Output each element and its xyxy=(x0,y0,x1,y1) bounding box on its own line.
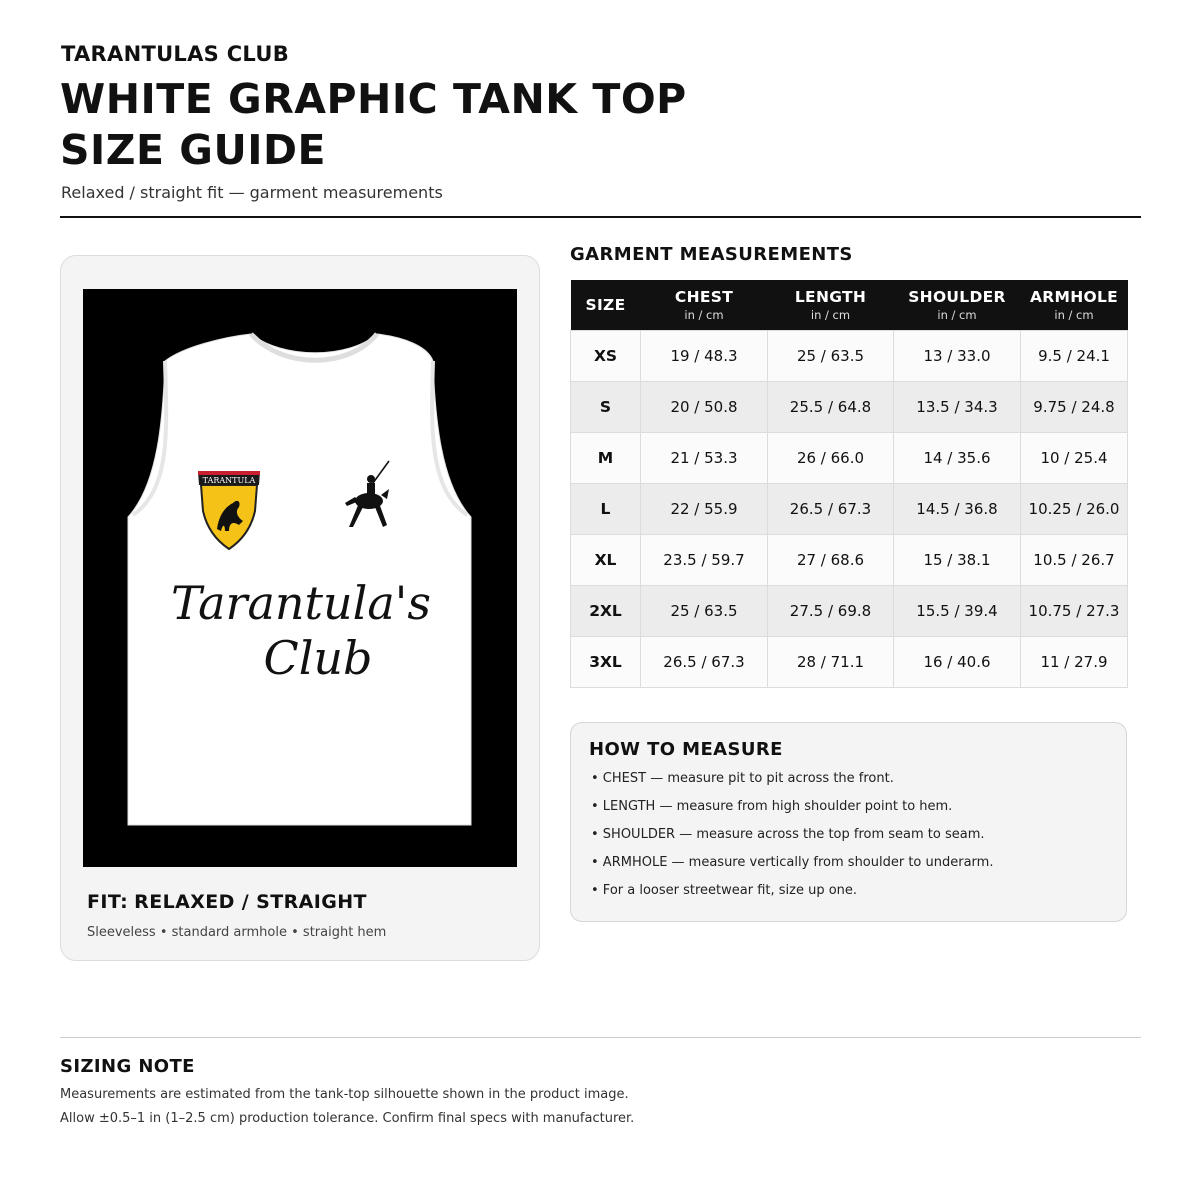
table-row xyxy=(571,637,1128,688)
shoulder-cell: 14 / 35.6 xyxy=(894,433,1021,484)
column-header-armhole: ARMHOLE in / cm xyxy=(1021,280,1128,331)
fit-label: FIT: xyxy=(87,891,129,913)
column-header-size: SIZE xyxy=(571,280,641,331)
length-cell: 25.5 / 64.8 xyxy=(768,382,894,433)
measure-tip-size-up: • For a looser streetwear fit, size up one. xyxy=(591,883,858,898)
armhole-cell: 10.25 / 26.0 xyxy=(1021,484,1128,535)
page-title-line2: SIZE GUIDE xyxy=(60,126,327,174)
length-cell: 27 / 68.6 xyxy=(768,535,894,586)
shoulder-cell: 15.5 / 39.4 xyxy=(894,586,1021,637)
shoulder-cell: 16 / 40.6 xyxy=(894,637,1021,688)
chest-cell: 23.5 / 59.7 xyxy=(641,535,768,586)
measure-tip-armhole: • ARMHOLE — measure vertically from shoulder to underarm. xyxy=(591,855,994,870)
shoulder-cell: 13 / 33.0 xyxy=(894,331,1021,382)
product-image xyxy=(83,289,517,867)
fit-summary xyxy=(87,891,373,913)
length-cell: 25 / 63.5 xyxy=(768,331,894,382)
page-title xyxy=(60,74,687,176)
armhole-cell: 11 / 27.9 xyxy=(1021,637,1128,688)
shoulder-cell: 15 / 38.1 xyxy=(894,535,1021,586)
measure-tip-shoulder: • SHOULDER — measure across the top from seam to seam. xyxy=(591,827,985,842)
armhole-cell: 10.75 / 27.3 xyxy=(1021,586,1128,637)
chest-cell: 20 / 50.8 xyxy=(641,382,768,433)
script-line-1: Tarantula's xyxy=(170,576,432,630)
length-cell: 27.5 / 69.8 xyxy=(768,586,894,637)
length-cell: 28 / 71.1 xyxy=(768,637,894,688)
how-to-measure-card xyxy=(570,722,1127,922)
product-card xyxy=(60,255,540,961)
column-header-length: LENGTH in / cm xyxy=(768,280,894,331)
page-subtitle: Relaxed / straight fit — garment measurements xyxy=(61,183,443,202)
size-cell: 3XL xyxy=(571,637,641,688)
script-line-2: Club xyxy=(263,631,373,685)
table-row xyxy=(571,331,1128,382)
chest-cell: 19 / 48.3 xyxy=(641,331,768,382)
sizing-note-line-2: Allow ±0.5–1 in (1–2.5 cm) production tolerance. Confirm final specs with manufacturer. xyxy=(60,1111,635,1126)
size-cell: XL xyxy=(571,535,641,586)
size-cell: L xyxy=(571,484,641,535)
svg-text:TARANTULA: TARANTULA xyxy=(202,476,256,485)
armhole-cell: 9.75 / 24.8 xyxy=(1021,382,1128,433)
sizing-note-title: SIZING NOTE xyxy=(60,1056,195,1077)
armhole-cell: 10.5 / 26.7 xyxy=(1021,535,1128,586)
armhole-cell: 10 / 25.4 xyxy=(1021,433,1128,484)
size-cell: M xyxy=(571,433,641,484)
shoulder-cell: 13.5 / 34.3 xyxy=(894,382,1021,433)
page-title-line1: WHITE GRAPHIC TANK TOP xyxy=(60,75,687,123)
footer-divider xyxy=(60,1037,1141,1038)
chest-cell: 26.5 / 67.3 xyxy=(641,637,768,688)
size-cell: 2XL xyxy=(571,586,641,637)
table-row xyxy=(571,535,1128,586)
table-row xyxy=(571,484,1128,535)
measure-tip-length: • LENGTH — measure from high shoulder point to hem. xyxy=(591,799,953,814)
measure-tip-chest: • CHEST — measure pit to pit across the front. xyxy=(591,771,894,786)
chest-cell: 25 / 63.5 xyxy=(641,586,768,637)
size-cell: XS xyxy=(571,331,641,382)
column-header-shoulder: SHOULDER in / cm xyxy=(894,280,1021,331)
fit-details: Sleeveless • standard armhole • straight hem xyxy=(87,925,387,940)
chest-cell: 21 / 53.3 xyxy=(641,433,768,484)
table-row xyxy=(571,586,1128,637)
header-divider xyxy=(60,216,1141,218)
brand-name: TARANTULAS CLUB xyxy=(61,42,289,66)
table-row xyxy=(571,382,1128,433)
length-cell: 26 / 66.0 xyxy=(768,433,894,484)
chest-cell: 22 / 55.9 xyxy=(641,484,768,535)
length-cell: 26.5 / 67.3 xyxy=(768,484,894,535)
size-chart-table xyxy=(570,280,1128,688)
column-header-chest: CHEST in / cm xyxy=(641,280,768,331)
armhole-cell: 9.5 / 24.1 xyxy=(1021,331,1128,382)
how-to-measure-list xyxy=(591,770,993,910)
shoulder-cell: 14.5 / 36.8 xyxy=(894,484,1021,535)
table-header-row xyxy=(571,280,1128,331)
how-to-measure-title: HOW TO MEASURE xyxy=(589,739,783,760)
measurements-heading: GARMENT MEASUREMENTS xyxy=(570,244,853,265)
sizing-note-line-1: Measurements are estimated from the tank-top silhouette shown in the product image. xyxy=(60,1087,629,1102)
table-row xyxy=(571,433,1128,484)
fit-value: RELAXED / STRAIGHT xyxy=(134,891,367,913)
size-cell: S xyxy=(571,382,641,433)
tank-top-illustration xyxy=(83,289,517,867)
